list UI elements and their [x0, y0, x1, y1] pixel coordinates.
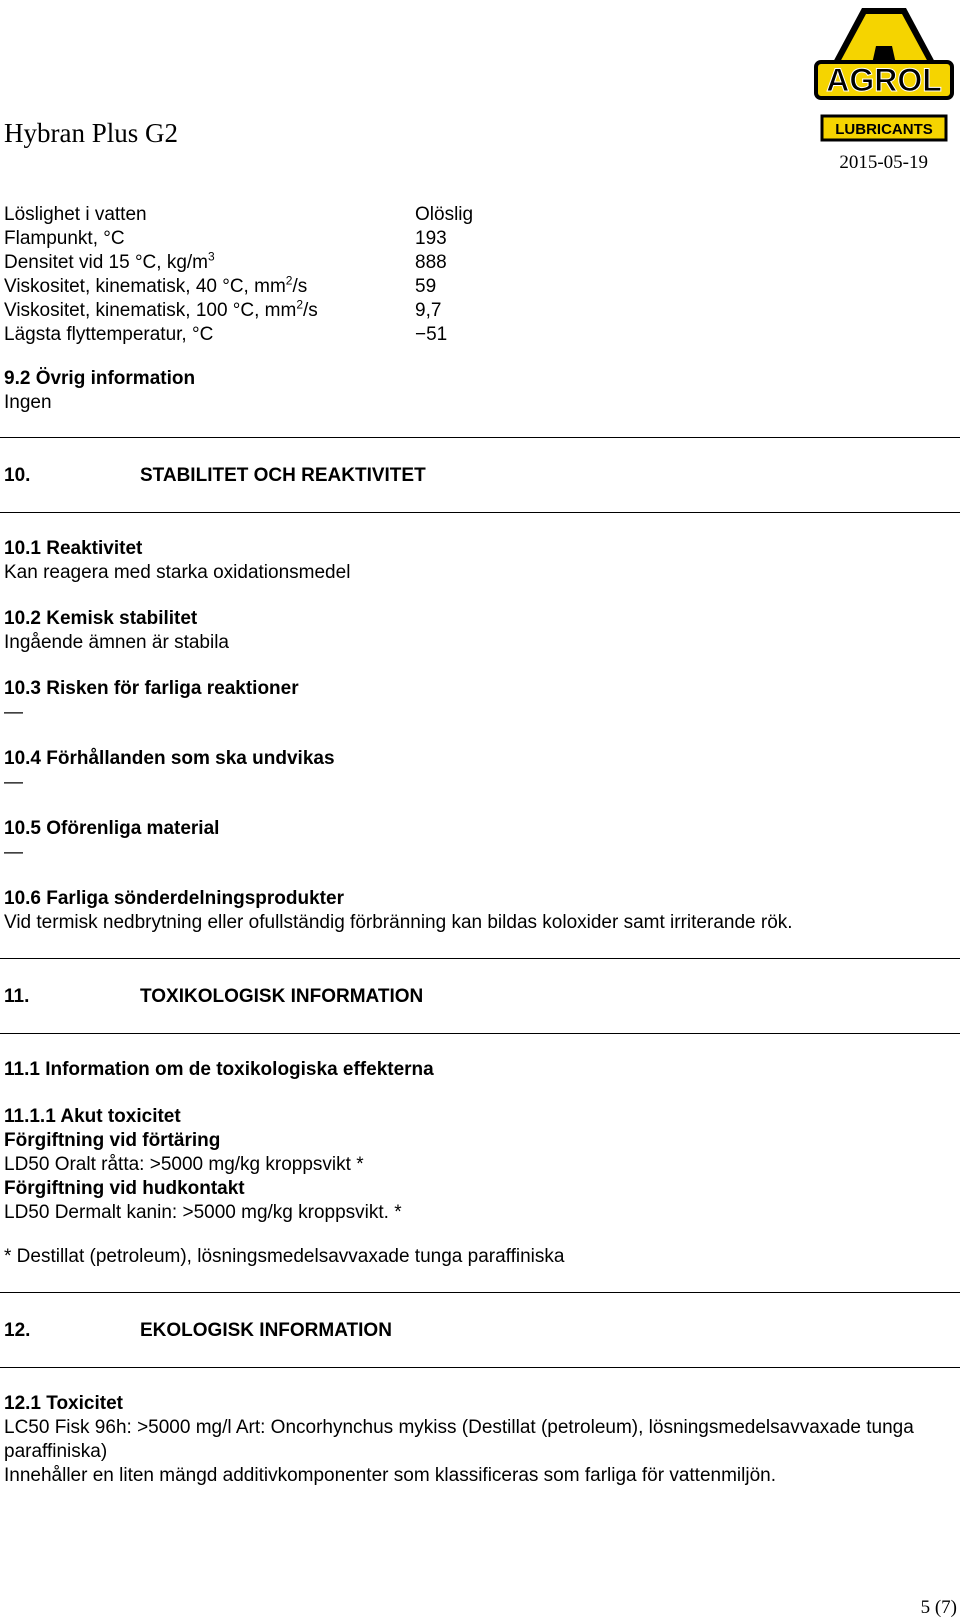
- section-divider: [0, 512, 960, 513]
- property-label: Viskositet, kinematisk, 40 °C, mm: [4, 276, 286, 297]
- section-title: TOXIKOLOGISK INFORMATION: [140, 986, 424, 1007]
- property-row: [4, 323, 604, 347]
- section-divider: [0, 958, 960, 959]
- subsection-heading: 10.6 Farliga sönderdelningsprodukter: [4, 888, 344, 909]
- property-row: [4, 299, 604, 323]
- subheading-skin-contact: Förgiftning vid hudkontakt: [4, 1178, 245, 1199]
- subsection-9-2: [4, 367, 195, 415]
- subsection-heading: 10.2 Kemisk stabilitet: [4, 608, 198, 629]
- property-label-superscript: 2: [296, 297, 304, 312]
- section-divider: [0, 1367, 960, 1368]
- subsection-heading: 10.5 Oförenliga material: [4, 818, 220, 839]
- property-row: [4, 251, 604, 275]
- subsection-text: Kan reagera med starka oxidationsmedel: [4, 562, 351, 583]
- subsection-heading: 10.4 Förhållanden som ska undvikas: [4, 748, 335, 769]
- section-11-heading: [4, 985, 423, 1009]
- subsection-text: —: [4, 772, 23, 793]
- property-row: [4, 275, 604, 299]
- subsection-10-6: [4, 887, 793, 935]
- section-10-heading: [4, 464, 426, 488]
- property-row: [4, 203, 604, 227]
- section-divider: [0, 437, 960, 438]
- subsection-10-5: [4, 817, 219, 865]
- subsection-10-4: [4, 747, 335, 795]
- property-value: Olöslig: [415, 204, 474, 225]
- subsection-10-2: [4, 607, 229, 655]
- footnote: * Destillat (petroleum), lösningsmedelsavvaxade tunga paraffiniska: [4, 1246, 565, 1267]
- logo-tagline-text: LUBRICANTS: [835, 121, 933, 138]
- subsection-heading: 10.3 Risken för farliga reaktioner: [4, 678, 299, 699]
- subsection-text: Ingående ämnen är stabila: [4, 632, 229, 653]
- property-label-tail: /s: [303, 300, 318, 321]
- subsection-heading: 9.2 Övrig information: [4, 368, 196, 389]
- subsection-heading: 11.1.1 Akut toxicitet: [4, 1106, 181, 1127]
- subsection-11-1: [4, 1058, 434, 1082]
- document-title: Hybran Plus G2: [4, 118, 178, 148]
- property-value: −51: [415, 324, 448, 345]
- subsection-text: Vid termisk nedbrytning eller ofullständig förbränning kan bildas koloxider samt irriterande rök.: [4, 912, 793, 933]
- section-number: 12.: [4, 1320, 31, 1341]
- additive-text: Innehåller en liten mängd additivkomponenter som klassificeras som farliga för vattenmiljön.: [4, 1465, 776, 1486]
- subsection-heading: 12.1 Toxicitet: [4, 1393, 123, 1414]
- subheading-ingestion: Förgiftning vid förtäring: [4, 1130, 221, 1151]
- subsection-12-1: [4, 1392, 954, 1488]
- subsection-10-1: [4, 537, 350, 585]
- property-label-tail: /s: [292, 276, 308, 297]
- property-value: 193: [415, 228, 447, 249]
- property-label: Densitet vid 15 °C, kg/m: [4, 252, 209, 273]
- section-title: EKOLOGISK INFORMATION: [140, 1320, 392, 1341]
- ld50-oral-text: LD50 Oralt råtta: >5000 mg/kg kroppsvikt *: [4, 1154, 364, 1175]
- logo-brand-text: AGROL: [826, 62, 942, 98]
- subsection-text: Ingen: [4, 392, 52, 413]
- document-date: 2015-05-19: [839, 152, 928, 173]
- property-value: 9,7: [415, 300, 442, 321]
- section-number: 11.: [4, 986, 30, 1007]
- section-title: STABILITET OCH REAKTIVITET: [140, 465, 426, 486]
- properties-table: [4, 203, 604, 347]
- agrol-logo: [814, 6, 954, 146]
- subsection-text: —: [4, 842, 23, 863]
- ld50-dermal-text: LD50 Dermalt kanin: >5000 mg/kg kroppsvikt. *: [4, 1202, 402, 1223]
- page-number: 5 (7): [920, 1597, 957, 1618]
- subsection-heading: 10.1 Reaktivitet: [4, 538, 143, 559]
- property-label: Löslighet i vatten: [4, 204, 147, 225]
- property-value: 888: [415, 252, 447, 273]
- section-divider: [0, 1033, 960, 1034]
- subsection-text: —: [4, 702, 23, 723]
- property-row: [4, 227, 604, 251]
- section-number: 10.: [4, 465, 31, 486]
- property-label-superscript: 2: [285, 273, 293, 288]
- subsection-11-1-1: [4, 1105, 402, 1225]
- section-divider: [0, 1292, 960, 1293]
- property-label: Flampunkt, °C: [4, 228, 125, 249]
- property-label: Viskositet, kinematisk, 100 °C, mm: [4, 300, 297, 321]
- subsection-heading: 11.1 Information om de toxikologiska effekterna: [4, 1059, 434, 1080]
- subsection-10-3: [4, 677, 299, 725]
- property-label: Lägsta flyttemperatur, °C: [4, 324, 214, 345]
- property-value: 59: [415, 276, 437, 297]
- property-label-superscript: 3: [208, 249, 215, 264]
- lc50-text: LC50 Fisk 96h: >5000 mg/l Art: Oncorhynchus mykiss (Destillat (petroleum), lösningsmedelsavvaxade tunga paraffiniska): [4, 1417, 914, 1462]
- section-12-heading: [4, 1319, 392, 1343]
